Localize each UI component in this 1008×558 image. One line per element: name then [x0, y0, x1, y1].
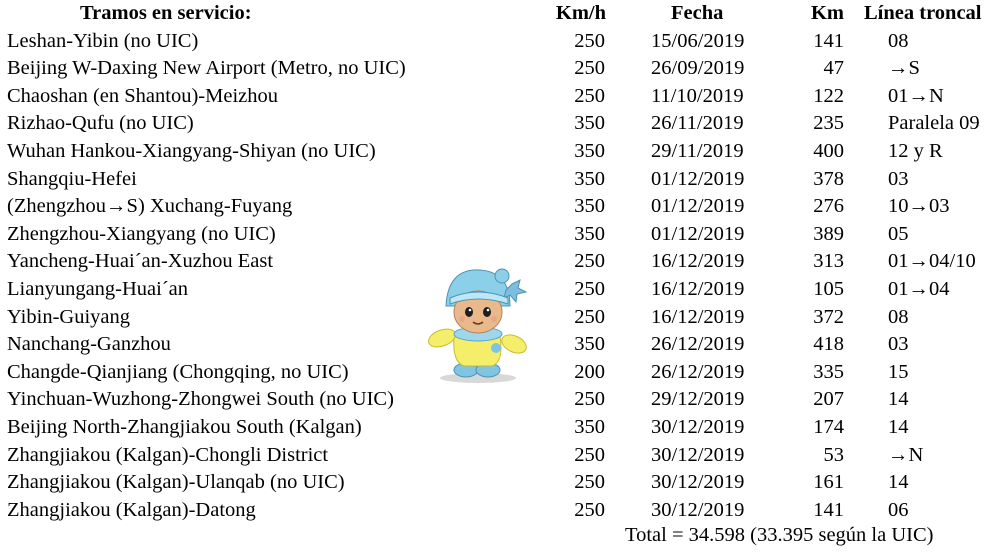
cell-speed: 350	[574, 112, 605, 135]
cell-km: 313	[813, 250, 844, 273]
cell-line: 01→04/10	[888, 250, 976, 273]
table-row	[0, 414, 1008, 442]
cell-speed: 250	[574, 498, 605, 521]
cell-line: 12 y R	[888, 139, 943, 162]
cell-date: 11/10/2019	[651, 84, 744, 107]
table-row	[0, 497, 1008, 525]
cell-km: 389	[813, 222, 844, 245]
cell-name: Wuhan Hankou-Xiangyang-Shiyan (no UIC)	[7, 139, 376, 162]
cell-km: 122	[813, 84, 844, 107]
header-km: Km	[810, 2, 844, 24]
cell-speed: 250	[574, 388, 605, 411]
cell-name: Zhangjiakou (Kalgan)-Ulanqab (no UIC)	[7, 471, 345, 494]
cell-date: 26/09/2019	[651, 57, 745, 80]
cell-km: 276	[813, 195, 844, 218]
header-speed: Km/h	[555, 2, 606, 24]
cell-name: Beijing North-Zhangjiakou South (Kalgan)	[7, 415, 362, 438]
cell-speed: 350	[574, 333, 605, 356]
cell-line: 15	[888, 360, 909, 383]
cell-date: 15/06/2019	[651, 29, 745, 52]
table-header	[0, 0, 1008, 28]
cell-km: 53	[823, 443, 844, 466]
cell-km: 141	[813, 498, 844, 521]
cell-line: Paralela 09	[888, 112, 980, 135]
cell-name: Zhengzhou-Xiangyang (no UIC)	[7, 222, 276, 245]
cell-km: 372	[813, 305, 844, 328]
cell-date: 30/12/2019	[651, 443, 745, 466]
cell-line: →S	[888, 57, 920, 80]
cell-name: Changde-Qianjiang (Chongqing, no UIC)	[7, 360, 349, 383]
cell-km: 47	[823, 57, 844, 80]
cell-date: 30/12/2019	[651, 415, 745, 438]
table-row	[0, 83, 1008, 111]
table-row	[0, 193, 1008, 221]
cell-line: 14	[888, 415, 909, 438]
cell-speed: 350	[574, 222, 605, 245]
cell-name: Zhangjiakou (Kalgan)-Chongli District	[7, 443, 329, 466]
cell-speed: 350	[574, 139, 605, 162]
cell-line: 10→03	[888, 195, 950, 218]
cell-speed: 250	[574, 84, 605, 107]
cell-name: Leshan-Yibin (no UIC)	[7, 29, 199, 52]
cell-km: 174	[813, 415, 844, 438]
cell-speed: 250	[574, 305, 605, 328]
cell-date: 26/11/2019	[651, 112, 744, 135]
cell-name: Zhangjiakou (Kalgan)-Datong	[7, 498, 256, 521]
cell-line: 03	[888, 167, 909, 190]
cell-speed: 250	[574, 277, 605, 300]
table-row	[0, 386, 1008, 414]
cell-km: 207	[813, 388, 844, 411]
header-line: Línea troncal	[864, 2, 982, 24]
table-row	[0, 55, 1008, 83]
cell-km: 400	[813, 139, 844, 162]
cell-date: 29/11/2019	[651, 139, 744, 162]
cell-line: 05	[888, 222, 909, 245]
cell-line: →N	[888, 443, 924, 466]
cell-km: 105	[813, 277, 844, 300]
cell-speed: 200	[574, 360, 605, 383]
cell-speed: 350	[574, 167, 605, 190]
cell-km: 378	[813, 167, 844, 190]
cell-speed: 350	[574, 415, 605, 438]
cell-date: 01/12/2019	[651, 222, 745, 245]
cell-date: 01/12/2019	[651, 167, 745, 190]
cell-date: 16/12/2019	[651, 305, 745, 328]
cell-line: 08	[888, 29, 909, 52]
cell-date: 26/12/2019	[651, 333, 745, 356]
cell-speed: 250	[574, 250, 605, 273]
table-row	[0, 442, 1008, 470]
cell-km: 141	[813, 29, 844, 52]
cell-speed: 250	[574, 443, 605, 466]
cell-speed: 250	[574, 57, 605, 80]
cell-name: Lianyungang-Huai´an	[7, 277, 189, 300]
table-row	[0, 469, 1008, 497]
table-row	[0, 166, 1008, 194]
table-row	[0, 221, 1008, 249]
table-row	[0, 28, 1008, 56]
cell-line: 14	[888, 471, 909, 494]
cell-km: 335	[813, 360, 844, 383]
cell-line: 01→04	[888, 277, 950, 300]
cell-speed: 350	[574, 195, 605, 218]
header-name: Tramos en servicio:	[80, 2, 252, 24]
cell-date: 01/12/2019	[651, 195, 745, 218]
table-row	[0, 110, 1008, 138]
header-date: Fecha	[671, 2, 724, 24]
cell-name: Chaoshan (en Shantou)-Meizhou	[7, 84, 278, 107]
cell-km: 418	[813, 333, 844, 356]
cell-date: 30/12/2019	[651, 471, 745, 494]
total-text: Total = 34.598 (33.395 según la UIC)	[625, 524, 934, 546]
mascot-figurine-image	[424, 262, 532, 384]
cell-name: Yibin-Guiyang	[7, 305, 130, 328]
cell-name: Nanchang-Ganzhou	[7, 333, 171, 356]
cell-km: 161	[813, 471, 844, 494]
cell-km: 235	[813, 112, 844, 135]
cell-name: Rizhao-Qufu (no UIC)	[7, 112, 194, 135]
cell-line: 03	[888, 333, 909, 356]
cell-date: 16/12/2019	[651, 277, 745, 300]
cell-speed: 250	[574, 471, 605, 494]
cell-name: Beijing W-Daxing New Airport (Metro, no UIC)	[7, 57, 406, 80]
table-row	[0, 138, 1008, 166]
cell-line: 08	[888, 305, 909, 328]
cell-date: 29/12/2019	[651, 388, 745, 411]
cell-line: 06	[888, 498, 909, 521]
cell-date: 26/12/2019	[651, 360, 745, 383]
cell-name: Yancheng-Huai´an-Xuzhou East	[7, 250, 274, 273]
cell-speed: 250	[574, 29, 605, 52]
cell-date: 16/12/2019	[651, 250, 745, 273]
cell-line: 01→N	[888, 84, 944, 107]
cell-name: Yinchuan-Wuzhong-Zhongwei South (no UIC)	[7, 388, 394, 411]
cell-name: Shangqiu-Hefei	[7, 167, 137, 190]
cell-date: 30/12/2019	[651, 498, 745, 521]
cell-name: (Zhengzhou→S) Xuchang-Fuyang	[7, 195, 293, 218]
cell-line: 14	[888, 388, 909, 411]
